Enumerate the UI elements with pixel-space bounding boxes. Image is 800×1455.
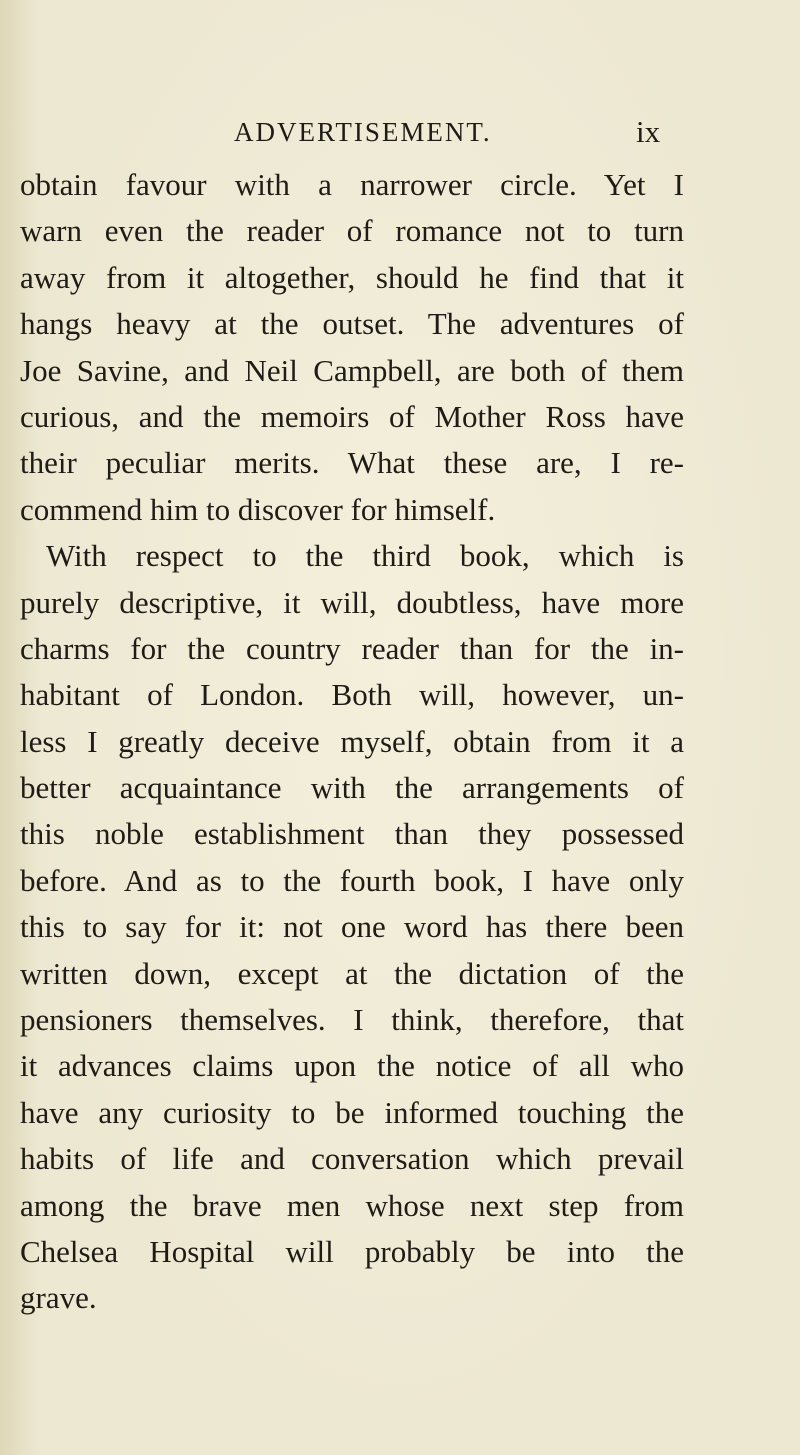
text-line: their peculiar merits. What these are, I re-: [20, 445, 684, 481]
text-line: pensioners themselves. I think, therefore, that: [20, 1002, 684, 1038]
text-line: before. And as to the fourth book, I have only: [20, 862, 684, 898]
text-line: grave.: [20, 1280, 97, 1316]
text-line: With respect to the third book, which is: [46, 538, 684, 574]
text-line: have any curiosity to be informed touching the: [20, 1094, 684, 1130]
page-header: [0, 112, 800, 152]
text-line: habits of life and conversation which prevail: [20, 1141, 684, 1177]
text-line: curious, and the memoirs of Mother Ross have: [20, 398, 684, 434]
text-line: it advances claims upon the notice of all who: [20, 1048, 684, 1084]
text-line: charms for the country reader than for the in-: [20, 630, 684, 666]
text-line: away from it altogether, should he find that it: [20, 259, 684, 295]
page-number: ix: [636, 114, 661, 149]
text-line: written down, except at the dictation of the: [20, 955, 684, 991]
text-line: this noble establishment than they possessed: [20, 816, 684, 852]
text-line: Joe Savine, and Neil Campbell, are both of them: [20, 352, 684, 388]
text-line: among the brave men whose next step from: [20, 1187, 684, 1223]
text-line: better acquaintance with the arrangements of: [20, 770, 684, 806]
text-line: this to say for it: not one word has there been: [20, 909, 684, 945]
text-line: warn even the reader of romance not to turn: [20, 213, 684, 249]
text-line: obtain favour with a narrower circle. Yet I: [20, 167, 684, 202]
text-line: less I greatly deceive myself, obtain from it a: [20, 723, 684, 759]
body-text: [20, 162, 684, 1322]
text-line: Chelsea Hospital will probably be into the: [20, 1233, 684, 1269]
text-line: purely descriptive, it will, doubtless, have more: [20, 584, 684, 620]
text-line: commend him to discover for himself.: [20, 491, 496, 527]
text-line: habitant of London. Both will, however, un-: [20, 677, 684, 713]
text-line: hangs heavy at the outset. The adventures of: [20, 306, 684, 342]
running-head: ADVERTISEMENT.: [234, 117, 492, 147]
